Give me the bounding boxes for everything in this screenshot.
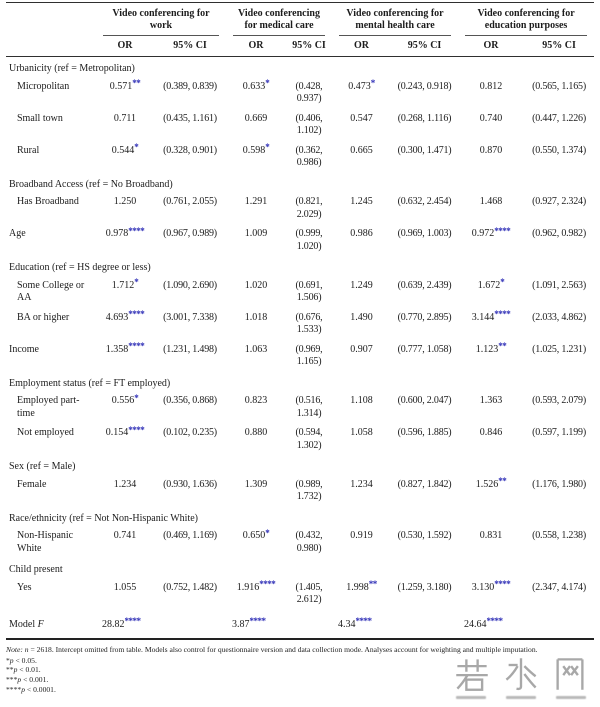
or-value [226, 308, 286, 340]
or-number: 1.234 [113, 478, 137, 490]
or-value [226, 77, 286, 109]
or-value [458, 109, 524, 141]
or-value [458, 276, 524, 308]
significance-stars: **** [494, 579, 511, 590]
ci-value: (0.999, 1.020) [295, 228, 323, 252]
model-f-row [6, 610, 594, 640]
header-or: OR [458, 36, 524, 57]
ci-value: (2.033, 4.862) [532, 311, 586, 323]
section-row [6, 57, 594, 77]
or-number: 1.309 [244, 478, 268, 490]
significance-stars: ** [368, 579, 377, 590]
table-note [6, 645, 594, 655]
or-number: 0.473 [348, 80, 371, 92]
ci-value: (0.558, 1.238) [532, 530, 586, 542]
significance-stars: **** [249, 616, 266, 627]
table-row [6, 276, 594, 308]
ci-value: (0.962, 0.982) [532, 228, 586, 240]
significance-stars: **** [259, 579, 276, 590]
note-text: = 2618. Intercept omitted from table. Models also control for questionnaire version and data collection mode. Analyses account for weighting and multiple imputation. [30, 645, 538, 655]
table-row [6, 109, 594, 141]
significance-stars: **** [494, 309, 511, 320]
section-label: Sex (ref = Male) [9, 461, 76, 473]
ci-value: (0.930, 1.636) [163, 478, 217, 490]
significance-stars: * [500, 277, 505, 288]
ci-value: (0.435, 1.161) [163, 112, 217, 124]
section-label: Urbanicity (ref = Metropolitan) [9, 63, 135, 75]
ci-value: (0.406, 1.102) [295, 112, 323, 137]
table-row [6, 192, 594, 224]
header-ci: 95% CI [286, 36, 332, 57]
ci-value: (0.268, 1.116) [397, 112, 452, 124]
row-label: Income [9, 343, 39, 355]
ci-value: (0.362, 0.986) [295, 144, 323, 169]
header-corner [6, 3, 96, 57]
or-value [96, 77, 154, 109]
ci-value: (3.001, 7.338) [163, 311, 217, 323]
or-number: 4.693 [105, 311, 129, 323]
ci-value: (0.328, 0.901) [163, 144, 217, 156]
ci-value: (1.176, 1.980) [532, 478, 586, 490]
ci-value: (0.752, 1.482) [163, 581, 217, 593]
watermark-subtext-smudge [556, 696, 586, 699]
model-f-value [458, 610, 594, 640]
or-number: 0.650 [242, 530, 266, 542]
footnote-condition: < 0.001. [23, 675, 49, 685]
or-number: 1.058 [350, 427, 373, 439]
or-number: 1.063 [244, 343, 268, 355]
or-number: 0.880 [244, 427, 268, 439]
ci-value: (0.447, 1.226) [532, 112, 586, 124]
model-f-word: Model [9, 618, 38, 630]
or-value [332, 578, 391, 610]
table-row [6, 224, 594, 256]
ci-value: (0.969, 1.165) [295, 343, 323, 368]
or-number: 1.363 [479, 395, 503, 407]
section-row [6, 507, 594, 527]
model-f-number: 4.34 [338, 618, 356, 630]
table-row [6, 77, 594, 109]
ci-value: (0.761, 2.055) [163, 196, 217, 208]
or-value [226, 192, 286, 224]
row-label: Has Broadband [17, 196, 79, 208]
or-number: 0.812 [479, 80, 503, 92]
or-value [96, 276, 154, 308]
or-value [96, 141, 154, 173]
or-number: 1.358 [105, 343, 129, 355]
or-value [458, 526, 524, 558]
significance-stars: **** [128, 341, 145, 352]
or-value [226, 340, 286, 372]
or-number: 1.712 [111, 279, 135, 291]
model-f-number: 28.82 [102, 618, 125, 630]
or-number: 1.672 [477, 279, 501, 291]
or-value [96, 423, 154, 455]
significance-stars: **** [494, 225, 511, 236]
watermark-subtext-smudge [506, 696, 536, 699]
watermark [454, 656, 588, 699]
ci-value: (0.597, 1.199) [532, 427, 586, 439]
significance-stars: ** [498, 476, 507, 487]
significance-stars: **** [355, 616, 372, 627]
header-ci: 95% CI [154, 36, 226, 57]
ci-value: (0.639, 2.439) [397, 279, 452, 291]
ci-value: (0.967, 0.989) [163, 228, 217, 240]
watermark-char-ruo-icon [454, 656, 490, 692]
or-value [226, 578, 286, 610]
header-or: OR [226, 36, 286, 57]
or-number: 3.130 [471, 581, 495, 593]
ci-value: (0.691, 1.506) [295, 279, 323, 304]
or-value [458, 391, 524, 423]
row-label: Small town [17, 112, 63, 124]
row-label: Rural [17, 144, 40, 156]
ci-value: (0.927, 2.324) [532, 196, 586, 208]
colgroup-education [458, 3, 594, 37]
significance-stars: * [370, 78, 375, 89]
header-or: OR [332, 36, 391, 57]
or-value [96, 340, 154, 372]
or-value [332, 224, 391, 256]
or-number: 1.249 [350, 279, 373, 291]
or-number: 0.669 [244, 112, 268, 124]
row-label: Yes [17, 581, 32, 593]
or-value [332, 423, 391, 455]
table-row [6, 578, 594, 610]
section-row [6, 372, 594, 392]
section-row [6, 173, 594, 193]
or-number: 0.978 [105, 228, 129, 240]
or-number: 1.009 [244, 228, 268, 240]
significance-stars: **** [128, 424, 145, 435]
colgroup-work [96, 3, 226, 37]
note-prefix: Note: [6, 645, 23, 655]
section-row [6, 455, 594, 475]
or-value [458, 475, 524, 507]
or-number: 0.986 [350, 228, 373, 240]
or-number: 1.123 [475, 343, 499, 355]
significance-stars: * [134, 277, 139, 288]
or-value [458, 578, 524, 610]
or-number: 1.055 [113, 581, 137, 593]
or-value [332, 308, 391, 340]
model-f-number: 24.64 [464, 618, 487, 630]
colgroup-work-title: Video conferencing for work [103, 7, 219, 36]
or-number: 0.598 [242, 144, 266, 156]
significance-stars: ** [132, 78, 141, 89]
significance-stars: **** [128, 225, 145, 236]
or-number: 1.245 [350, 196, 373, 208]
ci-value: (0.821, 2.029) [295, 196, 323, 220]
ci-value: (0.632, 2.454) [397, 196, 452, 208]
or-value [332, 526, 391, 558]
or-number: 1.291 [244, 196, 268, 208]
watermark-subtext [454, 696, 588, 699]
ci-value: (0.300, 1.471) [397, 144, 452, 156]
header-or: OR [96, 36, 154, 57]
ci-value: (0.432, 0.980) [295, 530, 323, 554]
significance-stars: * [265, 527, 270, 538]
or-number: 1.468 [479, 196, 503, 208]
or-value [226, 391, 286, 423]
ci-value: (0.969, 1.003) [397, 228, 452, 240]
model-f-stat: F [37, 618, 44, 630]
footnote-stars: **** [6, 684, 22, 694]
ci-value: (2.347, 4.174) [532, 581, 586, 593]
section-row [6, 558, 594, 578]
colgroup-mental-health [332, 3, 458, 37]
or-value [226, 224, 286, 256]
watermark-subtext-smudge [456, 696, 486, 699]
ci-value: (0.777, 1.058) [397, 343, 452, 355]
or-number: 0.544 [111, 144, 135, 156]
row-label: Some College or AA [17, 279, 85, 304]
or-value [96, 475, 154, 507]
model-f-label [6, 610, 96, 640]
regression-table [6, 2, 594, 640]
or-number: 0.870 [479, 144, 503, 156]
table-row [6, 526, 594, 558]
row-label: BA or higher [17, 311, 70, 323]
or-value [226, 423, 286, 455]
table-row [6, 308, 594, 340]
or-number: 0.846 [479, 427, 503, 439]
or-value [458, 77, 524, 109]
or-value [332, 141, 391, 173]
ci-value: (1.091, 2.563) [532, 279, 586, 291]
row-label: Non-Hispanic White [17, 530, 74, 554]
header-ci: 95% CI [524, 36, 594, 57]
row-label: Not employed [17, 427, 74, 439]
or-number: 1.916 [236, 581, 260, 593]
or-value [96, 109, 154, 141]
or-number: 1.998 [346, 581, 369, 593]
ci-value: (0.428, 0.937) [295, 80, 323, 105]
significance-stars: * [134, 142, 139, 153]
or-number: 0.740 [479, 112, 503, 124]
ci-value: (0.565, 1.165) [532, 80, 586, 92]
watermark-char-shui-icon [503, 656, 539, 692]
colgroup-medical-title: Video conferencing for medical care [233, 7, 325, 36]
watermark-characters [454, 656, 588, 692]
ci-value: (0.516, 1.314) [295, 395, 323, 419]
or-number: 0.665 [350, 144, 373, 156]
or-number: 1.526 [475, 478, 499, 490]
or-number: 1.234 [350, 478, 373, 490]
ci-value: (0.600, 2.047) [397, 395, 452, 407]
table-row [6, 391, 594, 423]
or-value [96, 391, 154, 423]
or-number: 0.547 [350, 112, 373, 124]
or-number: 0.919 [350, 530, 373, 542]
or-value [96, 578, 154, 610]
significance-stars: **** [128, 309, 145, 320]
table-row [6, 423, 594, 455]
colgroup-education-title: Video conferencing for education purposes [465, 7, 587, 36]
or-value [458, 192, 524, 224]
table-header [6, 3, 594, 57]
or-number: 0.154 [105, 427, 129, 439]
footnote-p: p [13, 665, 20, 675]
model-f-number: 3.87 [232, 618, 250, 630]
or-number: 0.972 [471, 228, 495, 240]
ci-value: (0.469, 1.169) [163, 530, 217, 542]
or-number: 0.571 [109, 80, 133, 92]
footnote-p: p [21, 684, 27, 694]
or-value [458, 340, 524, 372]
table-row [6, 141, 594, 173]
or-value [458, 423, 524, 455]
section-row [6, 256, 594, 276]
or-value [332, 276, 391, 308]
or-value [332, 192, 391, 224]
or-number: 3.144 [471, 311, 495, 323]
ci-value: (1.231, 1.498) [163, 343, 217, 355]
or-number: 0.711 [113, 112, 137, 124]
significance-stars: * [265, 142, 270, 153]
or-value [96, 224, 154, 256]
model-f-value [96, 610, 226, 640]
significance-stars: * [134, 392, 139, 403]
significance-stars: ** [498, 341, 507, 352]
section-label: Employment status (ref = FT employed) [9, 377, 171, 389]
section-label: Race/ethnicity (ref = Not Non-Hispanic White) [9, 512, 199, 524]
or-value [226, 526, 286, 558]
significance-stars: * [265, 78, 270, 89]
ci-value: (0.389, 0.839) [163, 80, 217, 92]
ci-value: (0.676, 1.533) [295, 311, 323, 336]
footnote-stars: *** [6, 675, 18, 685]
ci-value: (1.405, 2.612) [295, 581, 323, 606]
or-value [96, 192, 154, 224]
footnote-condition: < 0.01. [19, 665, 41, 675]
or-value [96, 308, 154, 340]
note-n: n [24, 645, 29, 655]
or-number: 0.823 [244, 395, 268, 407]
section-label: Broadband Access (ref = No Broadband) [9, 178, 173, 190]
ci-value: (1.025, 1.231) [532, 343, 586, 355]
significance-stars: **** [124, 616, 141, 627]
section-label: Education (ref = HS degree or less) [9, 262, 151, 274]
ci-value: (0.593, 2.079) [532, 395, 586, 407]
or-value [332, 475, 391, 507]
or-number: 0.741 [113, 530, 137, 542]
footnote-p: p [17, 675, 24, 685]
or-number: 0.831 [479, 530, 503, 542]
ci-value: (0.550, 1.374) [532, 144, 586, 156]
ci-value: (0.356, 0.868) [163, 395, 217, 407]
or-value [226, 141, 286, 173]
row-label: Female [17, 478, 47, 490]
or-value [226, 475, 286, 507]
or-number: 1.250 [113, 196, 137, 208]
footnote-p: p [9, 655, 16, 665]
ci-value: (0.594, 1.302) [295, 427, 323, 451]
colgroup-medical [226, 3, 332, 37]
or-value [332, 340, 391, 372]
or-number: 1.020 [244, 279, 268, 291]
ci-value: (0.596, 1.885) [397, 427, 452, 439]
or-value [96, 526, 154, 558]
or-number: 1.018 [244, 311, 268, 323]
colgroup-mental-health-title: Video conferencing for mental health care [339, 7, 451, 36]
section-label: Child present [9, 564, 63, 576]
ci-value: (1.090, 2.690) [163, 279, 217, 291]
watermark-char-wang-icon [552, 656, 588, 692]
or-number: 0.633 [242, 80, 266, 92]
footnote-condition: < 0.05. [15, 655, 37, 665]
footnote-stars: * [6, 655, 10, 665]
row-label: Micropolitan [17, 80, 70, 92]
or-value [458, 308, 524, 340]
or-value [332, 391, 391, 423]
footnote-condition: < 0.0001. [26, 684, 56, 694]
or-number: 1.108 [350, 395, 373, 407]
ci-value: (1.259, 3.180) [397, 581, 452, 593]
ci-value: (0.102, 0.235) [163, 427, 217, 439]
or-number: 0.907 [350, 343, 373, 355]
model-f-value [332, 610, 458, 640]
significance-stars: **** [486, 616, 503, 627]
footnote-stars: ** [6, 665, 14, 675]
ci-value: (0.243, 0.918) [397, 80, 452, 92]
table-body [6, 57, 594, 640]
or-number: 0.556 [111, 395, 135, 407]
ci-value: (0.989, 1.732) [295, 478, 323, 503]
ci-value: (0.827, 1.842) [397, 478, 452, 490]
table-row [6, 475, 594, 507]
ci-value: (0.530, 1.592) [397, 530, 452, 542]
or-value [458, 224, 524, 256]
row-label: Employed part-time [17, 395, 80, 419]
table-row [6, 340, 594, 372]
model-f-value [226, 610, 332, 640]
header-ci: 95% CI [391, 36, 458, 57]
or-value [332, 77, 391, 109]
row-label: Age [9, 228, 26, 240]
ci-value: (0.770, 2.895) [397, 311, 452, 323]
or-value [226, 109, 286, 141]
or-value [458, 141, 524, 173]
or-number: 1.490 [350, 311, 373, 323]
or-value [332, 109, 391, 141]
or-value [226, 276, 286, 308]
